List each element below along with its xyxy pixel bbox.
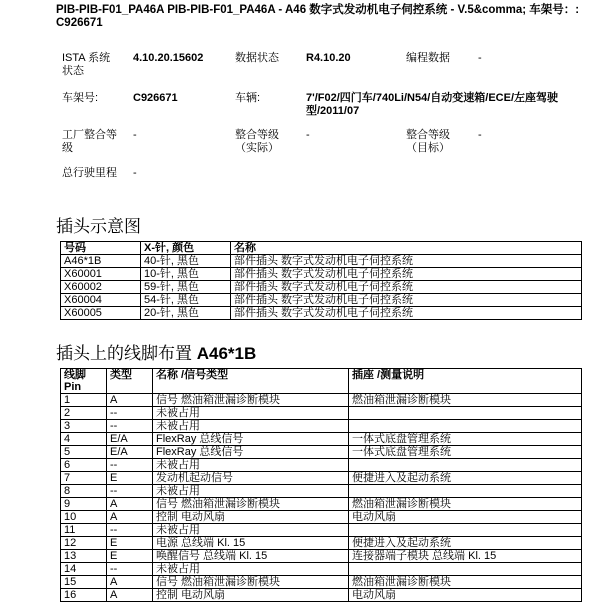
- table-row: [61, 268, 582, 281]
- factory-level-label: 工厂整合等级: [62, 129, 117, 154]
- col-header-type: 类型: [107, 369, 153, 394]
- pin-socket: 燃油箱泄漏诊断模块: [349, 576, 582, 589]
- pin-type: --: [107, 524, 153, 537]
- table-row: [61, 281, 582, 294]
- col-header-name: 名称: [231, 242, 582, 255]
- connector-table: [60, 241, 582, 320]
- connector-section-title: 插头示意图: [56, 217, 141, 236]
- pin-type: E: [107, 472, 153, 485]
- table-row: [61, 407, 582, 420]
- pin-socket: [349, 420, 582, 433]
- connector-pins: 59-针, 黑色: [141, 281, 231, 294]
- pin-number: 1: [61, 394, 107, 407]
- connector-number: A46*1B: [61, 255, 141, 268]
- pin-number: 13: [61, 550, 107, 563]
- actual-level-value: -: [306, 129, 310, 141]
- connector-number: X60004: [61, 294, 141, 307]
- connector-name: 部件插头 数字式发动机电子伺控系统: [231, 255, 582, 268]
- pin-number: 14: [61, 563, 107, 576]
- pin-signal: 信号 燃油箱泄漏诊断模块: [153, 498, 349, 511]
- data-status-value: R4.10.20: [306, 52, 351, 64]
- pin-type: --: [107, 563, 153, 576]
- table-row: [61, 433, 582, 446]
- table-row: [61, 550, 582, 563]
- table-row: [61, 472, 582, 485]
- pin-signal: FlexRay 总线信号: [153, 446, 349, 459]
- col-header-pin-en: Pin: [64, 381, 82, 393]
- pin-type: A: [107, 589, 153, 602]
- table-row: [61, 485, 582, 498]
- pin-number: 5: [61, 446, 107, 459]
- pin-number: 15: [61, 576, 107, 589]
- connector-name: 部件插头 数字式发动机电子伺控系统: [231, 294, 582, 307]
- col-header-pin-cn: 线脚: [64, 369, 86, 381]
- pin-table-body: [61, 394, 582, 602]
- col-header-number: 号码: [61, 242, 141, 255]
- pin-signal: 未被占用: [153, 459, 349, 472]
- target-level-label: 整合等级（目标）: [406, 129, 450, 154]
- pin-socket: 一体式底盘管理系统: [349, 446, 582, 459]
- pin-number: 11: [61, 524, 107, 537]
- connector-table-header: [61, 242, 582, 255]
- col-header-signal: 名称 /信号类型: [153, 369, 349, 394]
- table-row: [61, 524, 582, 537]
- pin-socket: [349, 407, 582, 420]
- pin-socket: 电动风扇: [349, 511, 582, 524]
- pin-socket: 一体式底盘管理系统: [349, 433, 582, 446]
- pin-type: E/A: [107, 433, 153, 446]
- connector-name: 部件插头 数字式发动机电子伺控系统: [231, 268, 582, 281]
- pin-section-title: [56, 339, 256, 364]
- col-header-pin: [61, 369, 107, 394]
- pin-socket: 燃油箱泄漏诊断模块: [349, 498, 582, 511]
- pin-type: --: [107, 407, 153, 420]
- table-row: [61, 420, 582, 433]
- pin-signal: 未被占用: [153, 563, 349, 576]
- pin-type: E: [107, 537, 153, 550]
- col-header-socket: 插座 /测量说明: [349, 369, 582, 394]
- pin-type: --: [107, 485, 153, 498]
- pin-signal: 信号 燃油箱泄漏诊断模块: [153, 576, 349, 589]
- pin-number: 3: [61, 420, 107, 433]
- pin-signal: 未被占用: [153, 420, 349, 433]
- pin-number: 10: [61, 511, 107, 524]
- pin-number: 2: [61, 407, 107, 420]
- pin-signal: 控制 电动风扇: [153, 589, 349, 602]
- vin-value: C926671: [133, 92, 178, 104]
- connector-name: 部件插头 数字式发动机电子伺控系统: [231, 281, 582, 294]
- connector-number: X60001: [61, 268, 141, 281]
- mileage-label: 总行驶里程: [62, 167, 117, 179]
- col-header-pins-color: X-针, 颜色: [141, 242, 231, 255]
- pin-number: 12: [61, 537, 107, 550]
- table-row: [61, 563, 582, 576]
- ista-value: 4.10.20.15602: [133, 52, 204, 64]
- table-row: [61, 511, 582, 524]
- connector-number: X60005: [61, 307, 141, 320]
- pin-type: A: [107, 576, 153, 589]
- pin-table-header: [61, 369, 582, 394]
- pin-socket: 燃油箱泄漏诊断模块: [349, 394, 582, 407]
- mileage-value: -: [133, 167, 137, 179]
- pin-signal: FlexRay 总线信号: [153, 433, 349, 446]
- pin-number: 9: [61, 498, 107, 511]
- connector-pins: 40-针, 黑色: [141, 255, 231, 268]
- ista-label: ISTA 系统状态: [62, 52, 111, 77]
- pin-type: E: [107, 550, 153, 563]
- factory-level-value: -: [133, 129, 137, 141]
- pin-number: 6: [61, 459, 107, 472]
- pin-socket: [349, 459, 582, 472]
- table-row: [61, 537, 582, 550]
- prog-data-label: 编程数据: [406, 52, 450, 64]
- pin-socket: [349, 563, 582, 576]
- pin-signal: 未被占用: [153, 524, 349, 537]
- pin-signal: 唤醒信号 总线端 Kl. 15: [153, 550, 349, 563]
- table-row: [61, 446, 582, 459]
- pin-type: A: [107, 498, 153, 511]
- pin-type: E/A: [107, 446, 153, 459]
- connector-number: X60002: [61, 281, 141, 294]
- pin-type: --: [107, 459, 153, 472]
- pin-socket: 便捷进入及起动系统: [349, 537, 582, 550]
- connector-pins: 54-针, 黑色: [141, 294, 231, 307]
- pin-number: 8: [61, 485, 107, 498]
- pin-socket: [349, 485, 582, 498]
- vehicle-value: 7'/F02/四门车/740Li/N54/自动变速箱/ECE/左座驾驶型/2011/07: [306, 92, 559, 117]
- vin-label: 车架号:: [62, 92, 99, 104]
- document-title: PIB-PIB-F01_PA46A PIB-PIB-F01_PA46A - A46 数字式发动机电子伺控系统 - V.5&comma; 车架号：: C926671: [56, 4, 580, 29]
- pin-signal: 未被占用: [153, 485, 349, 498]
- connector-pins: 10-针, 黑色: [141, 268, 231, 281]
- connector-pins: 20-针, 黑色: [141, 307, 231, 320]
- pin-type: --: [107, 420, 153, 433]
- pin-signal: 控制 电动风扇: [153, 511, 349, 524]
- pin-socket: [349, 524, 582, 537]
- table-row: [61, 307, 582, 320]
- pin-socket: 便捷进入及起动系统: [349, 472, 582, 485]
- pin-type: A: [107, 394, 153, 407]
- table-row: [61, 394, 582, 407]
- pin-signal: 未被占用: [153, 407, 349, 420]
- connector-name: 部件插头 数字式发动机电子伺控系统: [231, 307, 582, 320]
- actual-level-label: 整合等级（实际）: [235, 129, 279, 154]
- pin-section-title-text: 插头上的线脚布置: [56, 344, 192, 363]
- pin-type: A: [107, 511, 153, 524]
- pin-signal: 电源 总线端 Kl. 15: [153, 537, 349, 550]
- prog-data-value: -: [478, 52, 482, 64]
- target-level-value: -: [478, 129, 482, 141]
- pin-number: 4: [61, 433, 107, 446]
- table-row: [61, 255, 582, 268]
- pin-number: 7: [61, 472, 107, 485]
- table-row: [61, 576, 582, 589]
- pin-socket: 连接器端子模块 总线端 Kl. 15: [349, 550, 582, 563]
- table-row: [61, 294, 582, 307]
- pin-number: 16: [61, 589, 107, 602]
- pin-signal: 发动机起动信号: [153, 472, 349, 485]
- table-row: [61, 459, 582, 472]
- pin-socket: 电动风扇: [349, 589, 582, 602]
- pin-table: [60, 368, 582, 602]
- pin-section-connector: A46*1B: [196, 344, 257, 363]
- pin-signal: 信号 燃油箱泄漏诊断模块: [153, 394, 349, 407]
- table-row: [61, 498, 582, 511]
- data-status-label: 数据状态: [235, 52, 279, 64]
- vehicle-label: 车辆:: [235, 92, 261, 104]
